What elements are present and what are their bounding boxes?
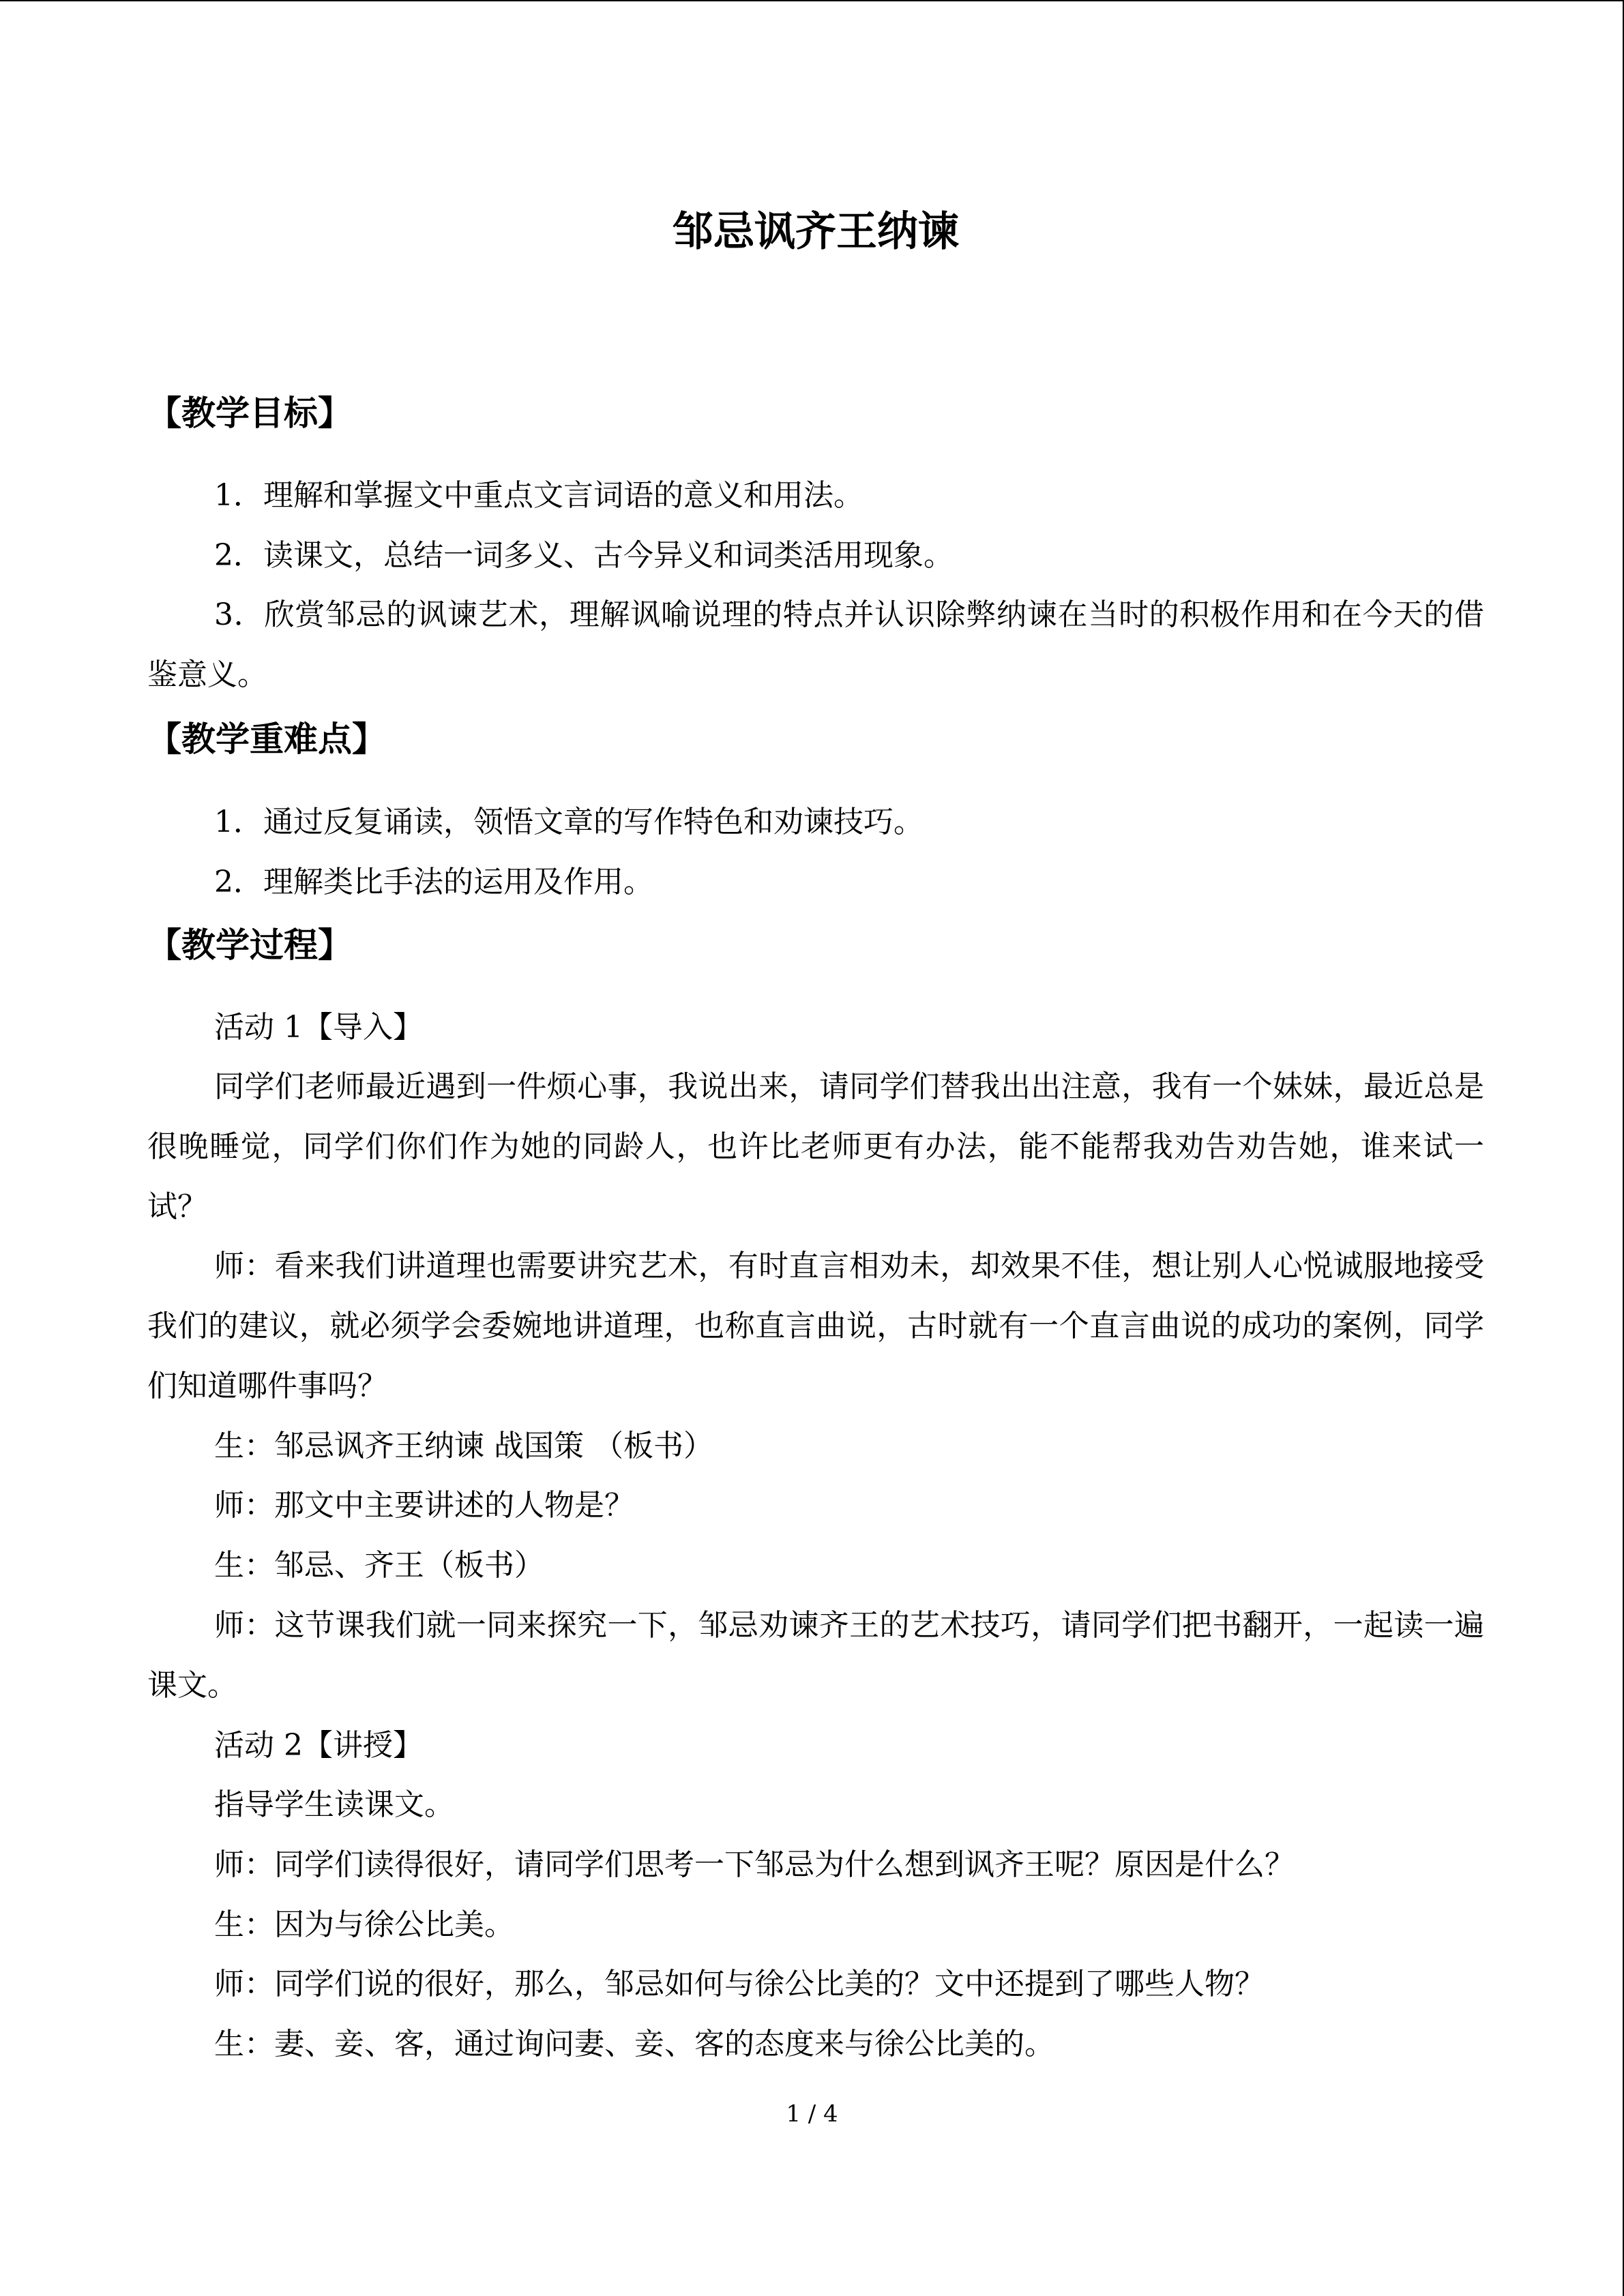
process-paragraph: 师：这节课我们就一同来探究一下，邹忌劝谏齐王的艺术技巧，请同学们把书翻开，一起读一遍课文。 xyxy=(147,1608,1484,1703)
document-title: 邹忌讽齐王纳谏 xyxy=(673,208,959,256)
section-heading-key-points: 【教学重难点】 xyxy=(147,719,386,759)
section-heading-objectives: 【教学目标】 xyxy=(147,393,352,433)
objective-item-2: 2．读课文，总结一词多义、古今异义和词类活用现象。 xyxy=(214,538,954,573)
process-paragraph: 生：因为与徐公比美。 xyxy=(214,1907,514,1942)
process-paragraph: 生：邹忌、齐王（板书） xyxy=(214,1548,544,1583)
process-paragraph: 师：看来我们讲道理也需要讲究艺术，有时直言相劝未，却效果不佳，想让别人心悦诚服地接受我们的建议，就必须学会委婉地讲道理，也称直言曲说，古时就有一个直言曲说的成功的案例，同学们知道哪件事吗？ xyxy=(147,1249,1484,1403)
section-heading-process: 【教学过程】 xyxy=(147,925,352,965)
key-point-item-1: 1．通过反复诵读，领悟文章的写作特色和劝谏技巧。 xyxy=(214,805,924,839)
process-paragraph: 师：同学们读得很好，请同学们思考一下邹忌为什么想到讽齐王呢？原因是什么？ xyxy=(214,1847,1295,1882)
objective-item-1: 1．理解和掌握文中重点文言词语的意义和用法。 xyxy=(214,478,863,513)
activity-label-2: 活动 2【讲授】 xyxy=(214,1728,423,1763)
process-paragraph: 指导学生读课文。 xyxy=(214,1787,454,1822)
process-paragraph: 师：同学们说的很好，那么，邹忌如何与徐公比美的？文中还提到了哪些人物？ xyxy=(214,1967,1265,2001)
activity-label-1: 活动 1【导入】 xyxy=(214,1010,423,1045)
process-paragraph: 同学们老师最近遇到一件烦心事，我说出来，请同学们替我出出注意，我有一个妹妹，最近总是很晚睡觉，同学们你们作为她的同龄人，也许比老师更有办法，能不能帮我劝告劝告她，谁来试一试？ xyxy=(147,1069,1484,1224)
process-paragraph: 生：妻、妾、客，通过询问妻、妾、客的态度来与徐公比美的。 xyxy=(214,2027,1054,2061)
objective-item-3: 3．欣赏邹忌的讽谏艺术，理解讽喻说理的特点并认识除弊纳谏在当时的积极作用和在今天的借鉴意义。 xyxy=(147,597,1484,692)
process-paragraph: 生：邹忌讽齐王纳谏 战国策 （板书） xyxy=(214,1429,713,1463)
page-number: 1 / 4 xyxy=(786,2100,838,2128)
process-paragraph: 师：那文中主要讲述的人物是？ xyxy=(214,1488,634,1523)
key-point-item-2: 2．理解类比手法的运用及作用。 xyxy=(214,865,653,899)
